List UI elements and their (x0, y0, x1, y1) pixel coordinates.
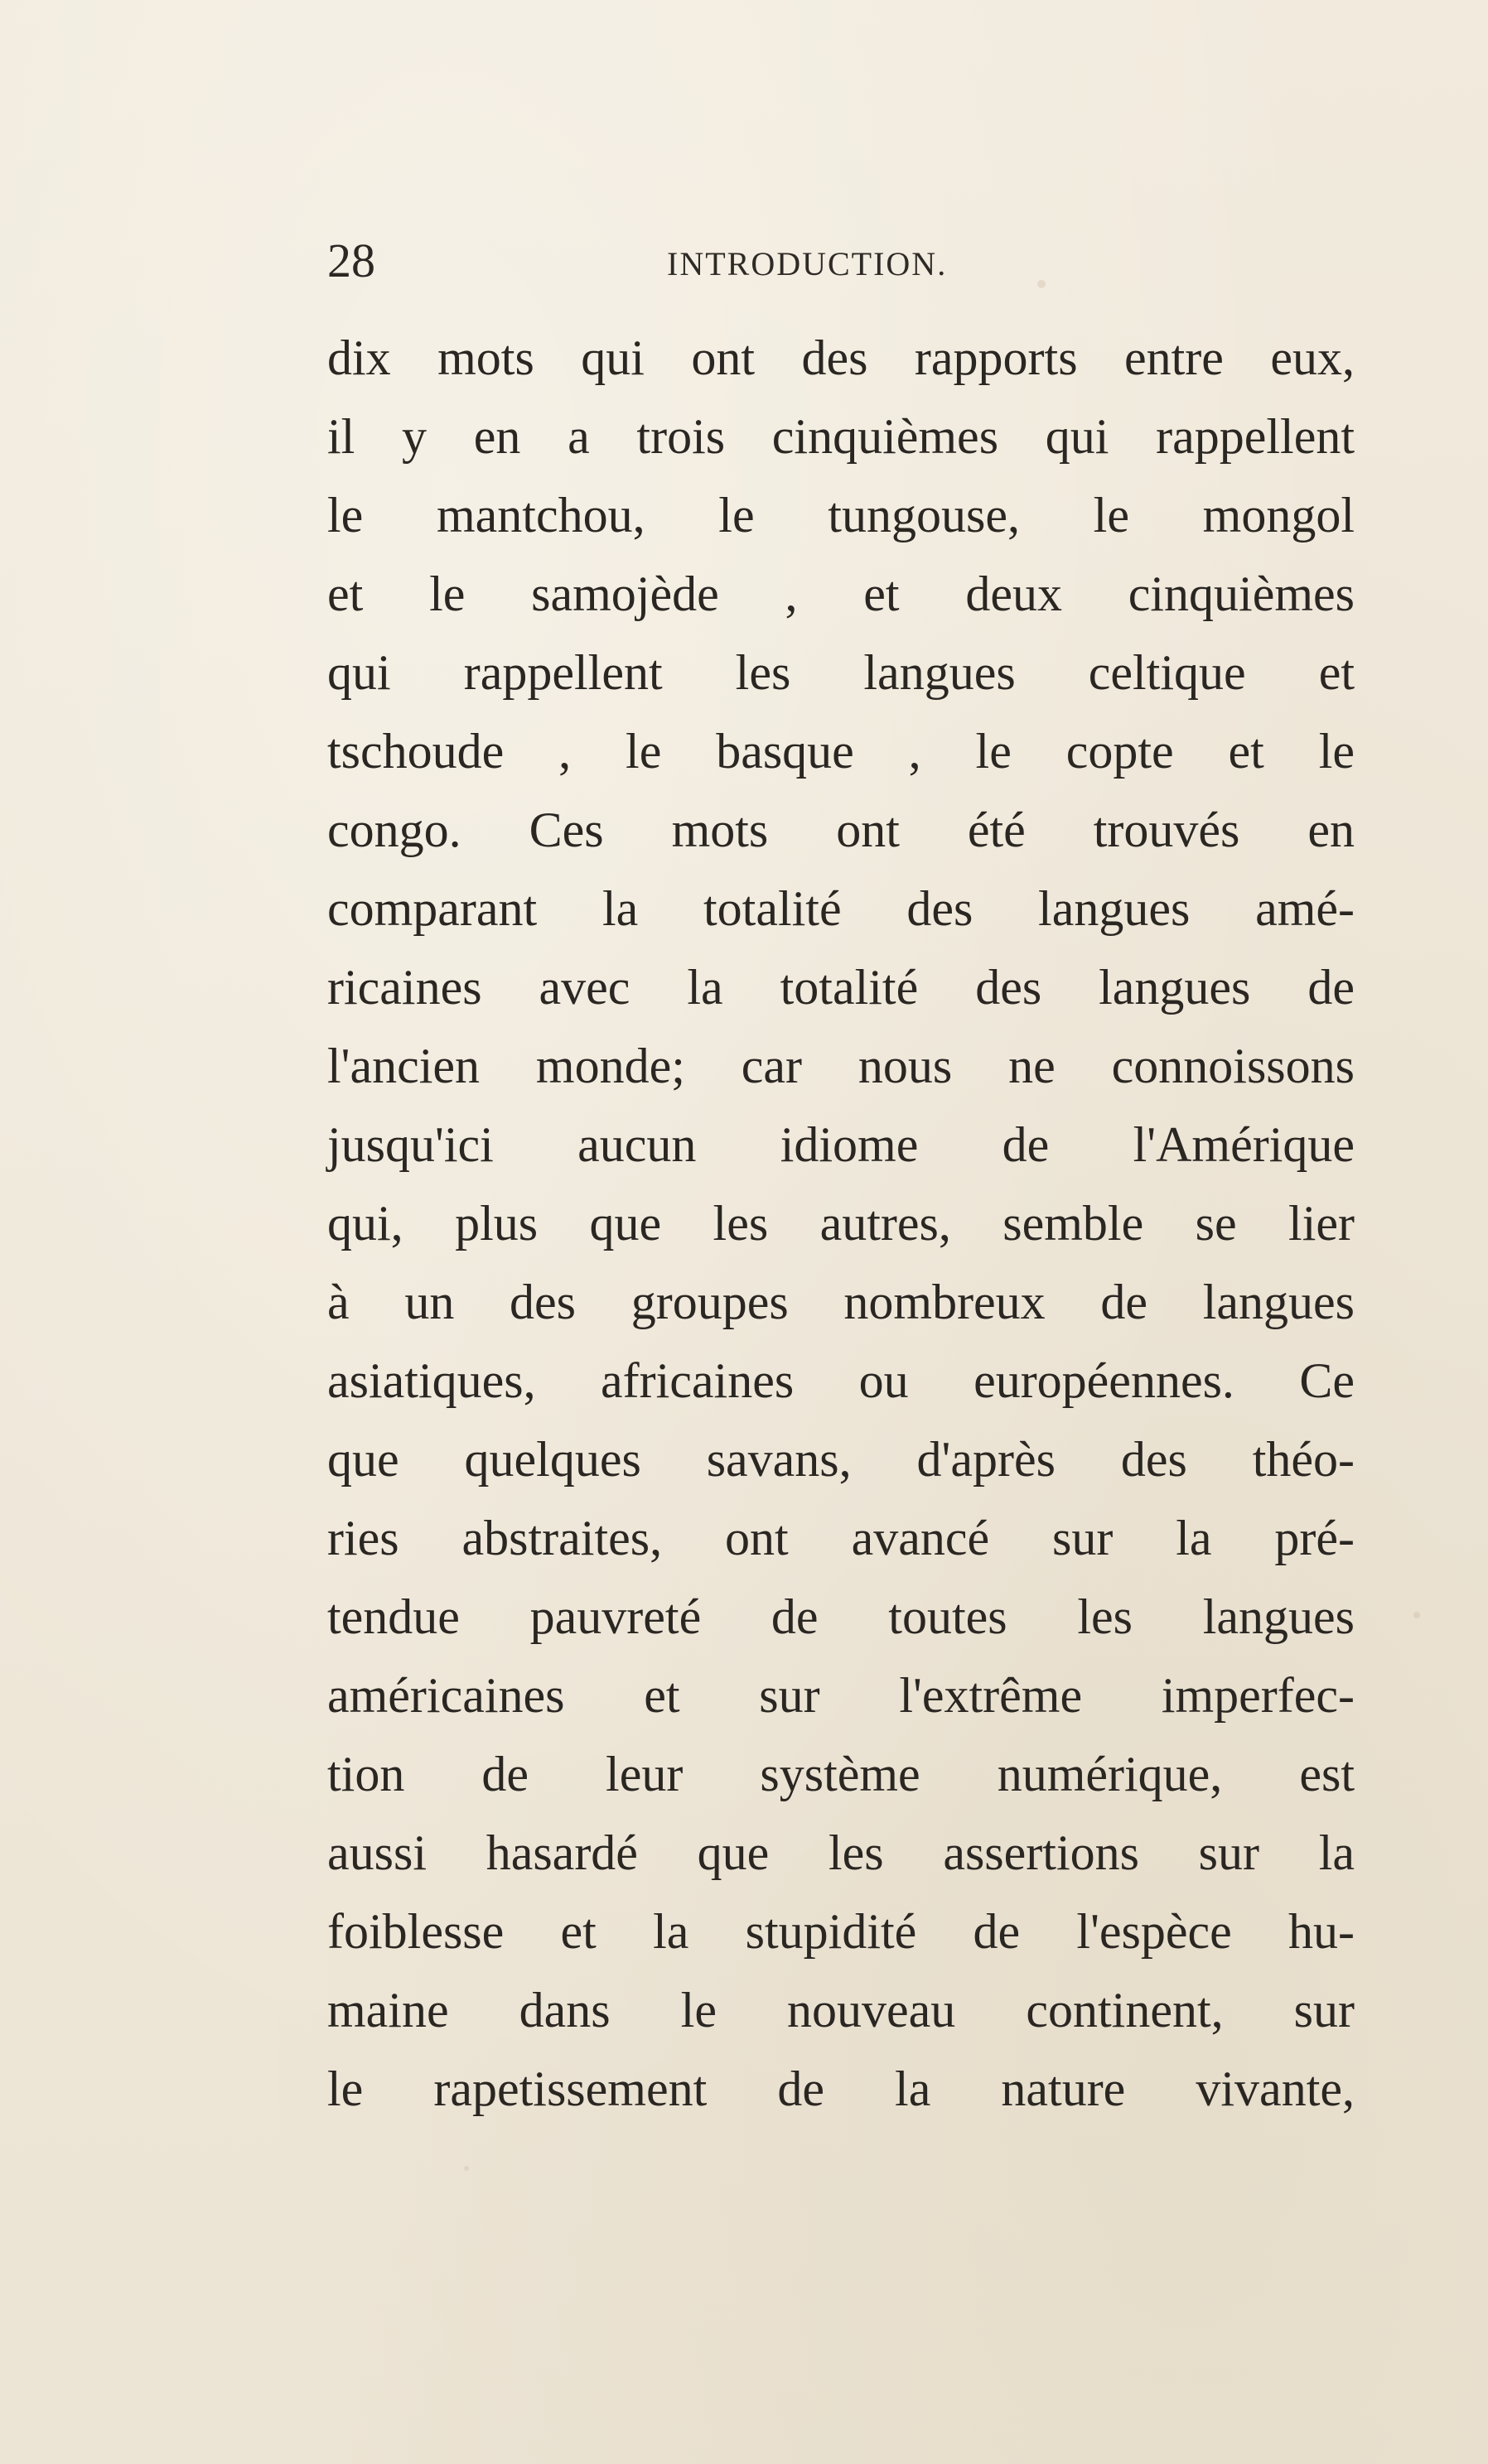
text-line: maine dans le nouveau continent, sur (327, 1983, 1355, 2037)
text-line: et le samojède , et deux cinquièmes (327, 567, 1355, 621)
text-line: qui rappellent les langues celtique et (327, 645, 1355, 700)
text-line: jusqu'ici aucun idiome de l'Amérique (327, 1117, 1355, 1172)
text-line: ries abstraites, ont avancé sur la pré- (327, 1511, 1355, 1565)
text-line: ricaines avec la totalité des langues de (327, 960, 1355, 1015)
running-head (327, 228, 1363, 294)
page-number: 28 (327, 234, 375, 287)
paper-stain (464, 2166, 469, 2171)
text-line: américaines et sur l'extrême imperfec- (327, 1668, 1355, 1723)
paper-stain (1413, 1612, 1420, 1618)
text-line: tschoude , le basque , le copte et le (327, 724, 1355, 779)
text-line: l'ancien monde; car nous ne connoissons (327, 1039, 1355, 1093)
text-line: qui, plus que les autres, semble se lier (327, 1196, 1355, 1251)
text-line: aussi hasardé que les assertions sur la (327, 1825, 1355, 1880)
text-line: asiatiques, africaines ou européennes. Ce (327, 1353, 1355, 1408)
body-text (327, 319, 1355, 2129)
text-line: le mantchou, le tungouse, le mongol (327, 488, 1355, 542)
text-line: dix mots qui ont des rapports entre eux, (327, 330, 1355, 385)
text-line: il y en a trois cinquièmes qui rappellent (327, 409, 1355, 464)
text-line: à un des groupes nombreux de langues (327, 1275, 1355, 1329)
text-line: foiblesse et la stupidité de l'espèce hu- (327, 1904, 1355, 1959)
running-title: INTRODUCTION. (667, 245, 948, 282)
text-line: le rapetissement de la nature vivante, (327, 2061, 1355, 2116)
text-line: tendue pauvreté de toutes les langues (327, 1589, 1355, 1644)
text-line: comparant la totalité des langues amé- (327, 881, 1355, 936)
text-line: congo. Ces mots ont été trouvés en (327, 803, 1355, 857)
text-line: que quelques savans, d'après des théo- (327, 1432, 1355, 1487)
text-line: tion de leur système numérique, est (327, 1747, 1355, 1801)
